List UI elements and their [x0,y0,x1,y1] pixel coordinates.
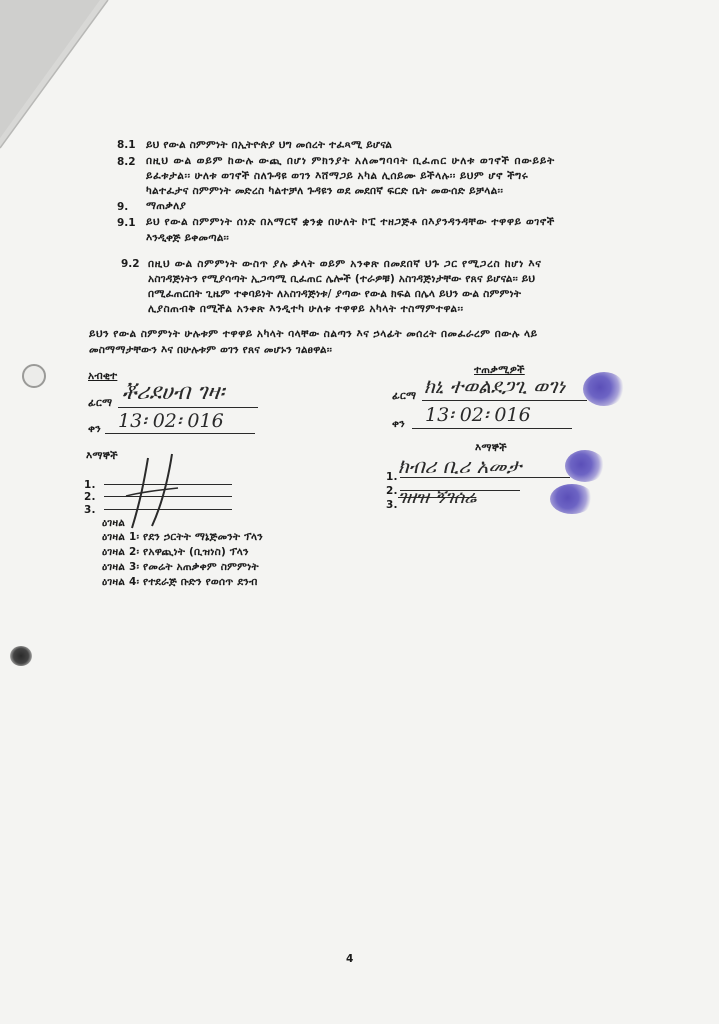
attachment-item: ዕገዛል 4፡ የተደራጅ ቡድን የወሰጥ ደንብ [102,576,258,588]
folded-corner [0,0,140,160]
witness-number: 3. [84,504,96,516]
sign-label: ፊርማ [88,397,113,409]
date-label: ቀን [88,423,101,435]
fingerprint-stamp [565,450,605,482]
clause-text: በዚህ ውል ስምምነት ውስጥ ያሉ ቃላት ወይም አንቀጽ በመደበኛ ህጉ ጋር የሚጋረስ ከሆነ እና [148,258,542,270]
sign-label: ፊርማ [392,390,417,402]
signature-line [118,407,258,408]
clause-text: ካልተፈታና ስምምነት መድረስ ካልተቻለ ጉዳዩን ወደ መደበኛ ፍርድ ቤት መውሰድ ይቻላል፡፡ [146,185,504,197]
handwritten-signature: ቾሪደሀብ ገዛ፡ [122,380,225,405]
handwritten-signature: ክኒ ተወልደጋጊ ወገነ [424,374,566,398]
witness-number: 3. [386,499,398,511]
section-heading: ማጠቃለያ [146,200,187,212]
clause-number: 8.1 [117,139,136,151]
ink-blot [10,646,32,666]
date-line [105,433,255,434]
clause-number: 9.1 [117,217,136,229]
attachments-label: ዕገዛል [102,517,126,529]
clause-text: እንዲቀጅ ይቀመጣል፡፡ [146,232,229,244]
fingerprint-stamp [550,484,594,514]
right-party-heading: ተጠቃሚዎች [474,364,525,376]
date-label: ቀን [392,418,405,430]
fingerprint-stamp [583,372,625,406]
clause-text: ይህ የውል ስምምነት ሰነድ በአማርኛ ቋንቋ በሁለት ኮፒ ተዘጋጅቶ በእያንዳንዳቸው ተዋዋይ ወገኖች [146,216,555,228]
witness-number: 1. [386,471,398,483]
attachment-item: ዕገዛል 1፡ የደን ኃርትት ማኔጅመንት ፕላን [102,531,264,543]
strike-through-mark [118,452,188,530]
clause-text: ይህ የውል ስምምነት በኢትዮጵያ ህግ መሰረት ተፈጻሚ ይሆናል [146,139,393,151]
page-number: 4 [346,953,354,965]
closing-text: ይህን የውል ስምምነት ሁሉቱም ተዋዋይ አካላት ባላቸው ስልጣን እና ኃላፊት መሰረት በመፈራረም በውሉ ላይ [89,328,538,340]
clause-number: 9.2 [121,258,140,270]
clause-number: 8.2 [117,156,136,168]
clause-number: 9. [117,201,129,213]
clause-text: ይፈቱታል፡፡ ሁለቱ ወገኖች ስለጉዳዩ ወገን እሸማጋይ አካል ሊሰይሙ ይችላሉ፡፡ ይህም ሆኖ ችግሩ [146,170,529,182]
handwritten-date: 13፡ 02፡ 016 [425,404,531,426]
witness-number: 1. [84,479,96,491]
witness-signature: ገዘዝ ኝገሰሬ [398,487,477,508]
left-party-heading: አብቂተ [88,370,118,382]
handwritten-date: 13፡ 02፡ 016 [118,410,224,432]
date-line [412,428,572,429]
clause-text: በሚፈጠርበት ጊዜም ተቀባይነት ለአስገዳጅነቱ/ ያጣው የውል ክፍል በሌላ ይህን ውል ስምምነት [148,288,522,300]
witnesses-heading: እማኞች [475,442,507,454]
closing-text: መስማማታቸውን እና በሁሉቱም ወገን የጸና መሆኑን ገልፀዋል፡፡ [89,344,333,356]
witness-signature: ክብሪ ቢሪ አመታ [398,454,522,478]
clause-text: ሊያስጠብቅ በሚችል አንቀጽ እንዲተካ ሁለቱ ተዋዋይ አካላት ተስማምተዋል፡፡ [148,303,464,315]
attachment-item: ዕገዛል 3፡ የመሬት አጠቃቀም ስምምነት [102,561,259,573]
witnesses-heading: እማኞች [86,450,118,462]
signature-line [422,400,587,401]
attachment-item: ዕገዛል 2፡ የአዋጪነት (ቢዝነስ) ፕላን [102,546,249,558]
punch-hole [22,364,46,388]
witness-number: 2. [84,491,96,503]
clause-text: በዚህ ውል ወይም ከውሉ ውጪ በሆነ ምክንያት አለመግባባት ቢፈጠር ሁለቱ ወገኖች በውይይት [146,155,556,167]
clause-text: አስገዳጅነትን የሚያሳጣት ኢጋጣሚ ቢፈጠር ሌሎች (ተራዎቹ) አስገዳጅነታቸው የጸና ይሆናል፡፡ ይህ [148,273,536,285]
witness-number: 2. [386,485,398,497]
